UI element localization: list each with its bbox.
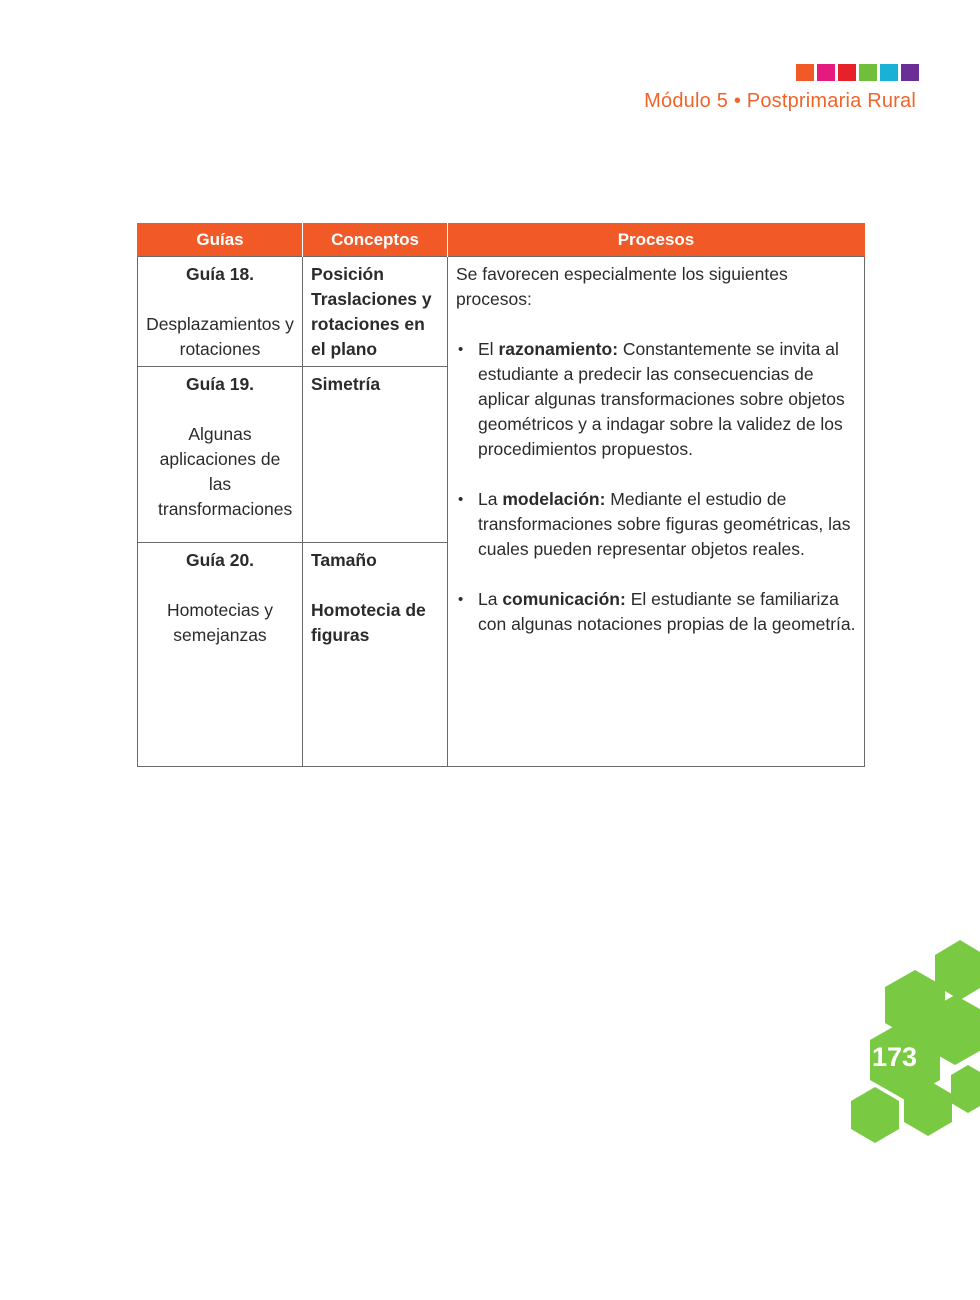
color-square <box>880 64 898 81</box>
page-number: 173 <box>872 1042 918 1072</box>
guia-number: Guía 19. <box>185 374 255 394</box>
concept-text: Tamaño <box>311 550 377 570</box>
header-procesos: Procesos <box>448 223 865 257</box>
color-square <box>859 64 877 81</box>
concept-cell <box>303 367 448 543</box>
color-square <box>796 64 814 81</box>
process-description: Mediante el estudio de transformaciones sobre figuras geométricas, las cuales pueden representar objetos reales. <box>478 489 851 559</box>
concept-text: Simetría <box>311 374 381 394</box>
table-header-row <box>138 223 865 257</box>
procesos-cell <box>448 257 865 767</box>
header-separator: • <box>733 90 742 112</box>
concept-cell <box>303 257 448 367</box>
guia-number: Guía 18. <box>185 264 255 284</box>
running-header <box>644 90 916 113</box>
guides-table <box>137 223 865 767</box>
header-guias: Guías <box>138 223 303 257</box>
guia-cell <box>138 543 303 767</box>
color-squares <box>796 64 919 81</box>
color-square <box>838 64 856 81</box>
header-conceptos: Conceptos <box>303 223 448 257</box>
hexagon-shape <box>851 1087 899 1143</box>
process-description: Constantemente se invita al estudiante a predecir las consecuencias de aplicar algunas transformaciones sobre objetos geométricos y a indagar sobre la validez de los procedimientos propuestos. <box>478 339 845 459</box>
guia-number: Guía 20. <box>185 550 255 570</box>
concept-cell <box>303 543 448 767</box>
list-item: • La modelación: Mediante el estudio de transformaciones sobre figuras geométricas, las cuales pueden representar objetos reales. <box>456 487 856 562</box>
guia-name: Algunas aplicaciones de las transformaciones <box>158 424 293 519</box>
process-term: modelación: <box>502 489 606 509</box>
guia-name: Homotecias y semejanzas <box>166 600 273 645</box>
procesos-intro: Se favorecen especialmente los siguientes procesos: <box>456 264 788 309</box>
program-label: Postprimaria Rural <box>746 90 916 112</box>
concept-text: Homotecia de figuras <box>311 600 426 645</box>
list-item: • El razonamiento: Constantemente se invita al estudiante a predecir las consecuencias de aplicar algunas transformaciones sobre objetos geométricos y a indagar sobre la validez de los procedimientos propuestos. <box>456 337 856 462</box>
procesos-list <box>456 337 856 637</box>
process-term: razonamiento: <box>498 339 619 359</box>
process-description: El estudiante se familiariza con algunas notaciones propias de la geometría. <box>478 589 856 634</box>
guia-cell <box>138 367 303 543</box>
color-square <box>901 64 919 81</box>
list-item: • La comunicación: El estudiante se familiariza con algunas notaciones propias de la geometría. <box>456 587 856 637</box>
color-square <box>817 64 835 81</box>
concept-text: Traslaciones y rotaciones en el plano <box>311 289 432 359</box>
module-label: Módulo 5 <box>644 90 729 112</box>
concept-text: Posición <box>311 264 384 284</box>
process-term: comunicación: <box>502 589 626 609</box>
guia-cell <box>138 257 303 367</box>
guia-name: Desplazamientos y rotaciones <box>146 314 294 359</box>
table-row <box>138 257 865 367</box>
